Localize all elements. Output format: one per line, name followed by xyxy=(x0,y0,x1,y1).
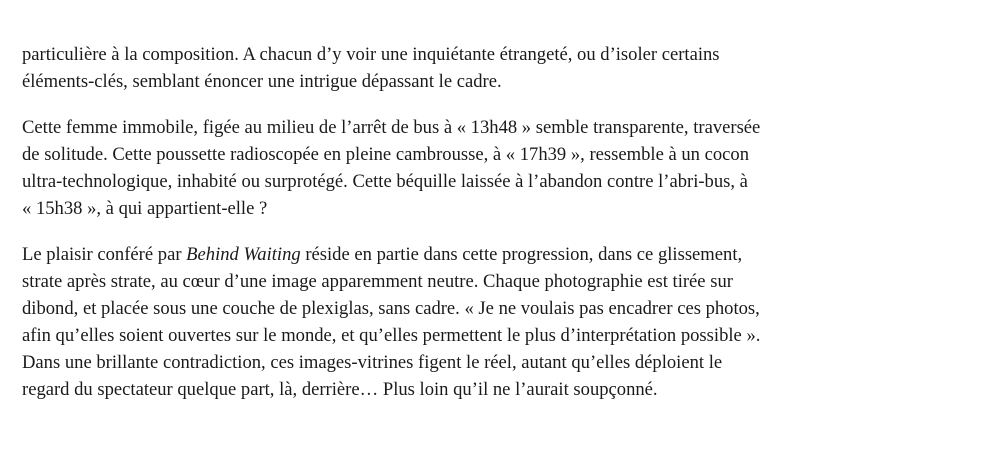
text-segment: Le plaisir conféré par xyxy=(22,244,187,265)
artwork-title: Behind Waiting xyxy=(186,244,301,265)
text-line: ultra-technologique, inhabité ou surprotégé. Cette béquille laissée à l’abandon contre l’abri-bus, à xyxy=(22,171,748,192)
text-segment: réside en partie dans cette progression, dans ce glissement, xyxy=(300,244,743,265)
text-line: particulière à la composition. A chacun d’y voir une inquiétante étrangeté, ou d’isoler certains xyxy=(22,44,720,65)
text-line: Dans une brillante contradiction, ces images-vitrines figent le réel, autant qu’elles déploient le xyxy=(22,352,723,373)
text-line xyxy=(22,241,982,268)
text-line: regard du spectateur quelque part, là, derrière… Plus loin qu’il ne l’aurait soupçonné. xyxy=(22,379,658,400)
article-body xyxy=(22,41,982,422)
paragraph-3 xyxy=(22,241,982,403)
paragraph-2 xyxy=(22,114,982,222)
text-line: de solitude. Cette poussette radioscopée en pleine cambrousse, à « 17h39 », ressemble à un cocon xyxy=(22,144,750,165)
text-line: dibond, et placée sous une couche de plexiglas, sans cadre. « Je ne voulais pas encadrer ces photos, xyxy=(22,298,760,319)
text-line: Cette femme immobile, figée au milieu de l’arrêt de bus à « 13h48 » semble transparente, traversée xyxy=(22,117,761,138)
text-line: strate après strate, au cœur d’une image apparemment neutre. Chaque photographie est tirée sur xyxy=(22,271,733,292)
text-line: afin qu’elles soient ouvertes sur le monde, et qu’elles permettent le plus d’interprétation possible ». xyxy=(22,325,761,346)
paragraph-1 xyxy=(22,41,982,95)
text-line: « 15h38 », à qui appartient-elle ? xyxy=(22,198,268,219)
text-line: éléments-clés, semblant énoncer une intrigue dépassant le cadre. xyxy=(22,71,502,92)
